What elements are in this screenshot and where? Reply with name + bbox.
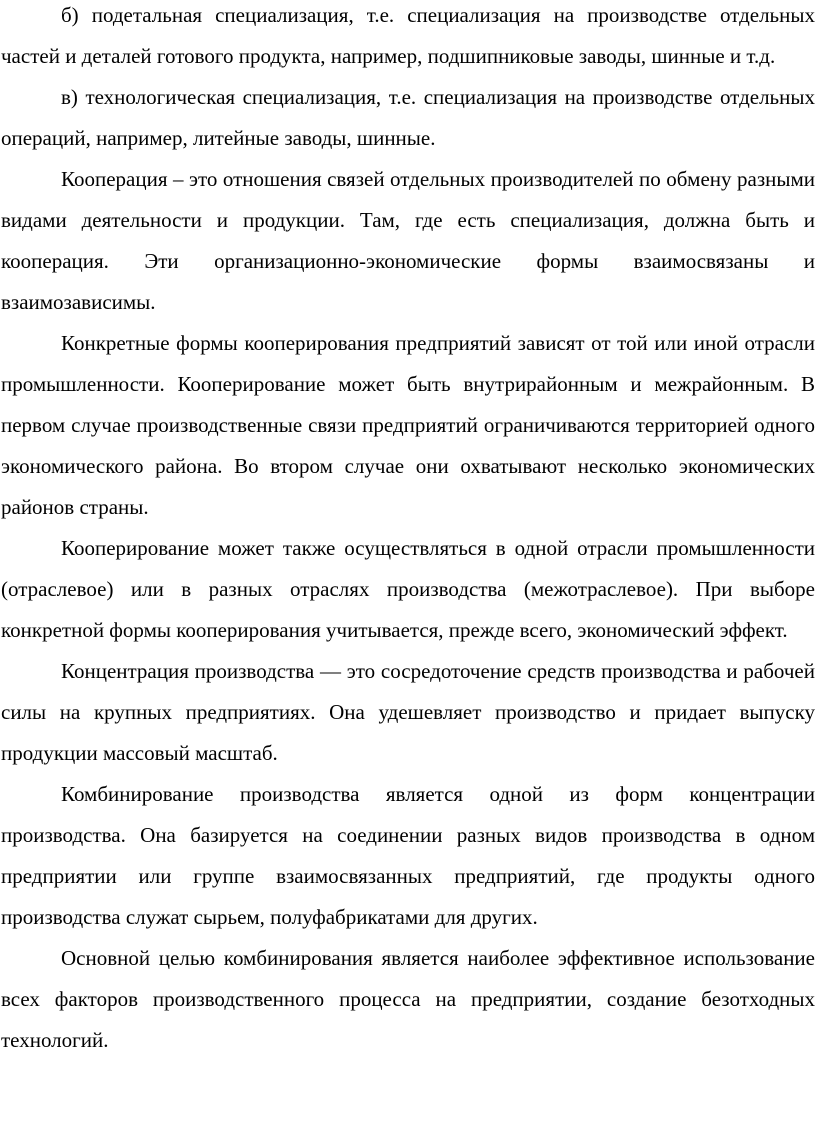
paragraph-detail-specialization: б) подетальная специализация, т.е. специализация на производстве отдельных частей и деталей готового продукта, например, подшипниковые заводы, шинные и т.д.: [1, 3, 815, 68]
paragraph-cooperation: Кооперация – это отношения связей отдельных производителей по обмену разными видами деятельности и продукции. Там, где есть специализация, должна быть и кооперация. Эти организационно-экономические формы взаимосвязаны и взаимозависимы.: [1, 167, 815, 314]
paragraph-combination: Комбинирование производства является одной из форм концентрации производства. Она базируется на соединении разных видов производства в одном предприятии или группе взаимосвязанных предприятий, где продукты одного производства служат сырьем, полуфабрикатами для других.: [1, 782, 815, 929]
paragraph-combination-goal: Основной целью комбинирования является наиболее эффективное использование всех факторов производственного процесса на предприятии, создание безотходных технологий.: [1, 946, 815, 1052]
paragraph-concentration: Концентрация производства — это сосредоточение средств производства и рабочей силы на крупных предприятиях. Она удешевляет производство и придает выпуску продукции массовый масштаб.: [1, 659, 815, 765]
paragraph-cooperation-sectoral: Кооперирование может также осуществляться в одной отрасли промышленности (отраслевое) или в разных отраслях производства (межотраслевое). При выборе конкретной формы кооперирования учитывается, прежде всего, экономический эффект.: [1, 536, 815, 642]
paragraph-cooperation-forms: Конкретные формы кооперирования предприятий зависят от той или иной отрасли промышленности. Кооперирование может быть внутрирайонным и межрайонным. В первом случае производственные связи предприятий ограничиваются территорией одного экономического района. Во втором случае они охватывают несколько экономических районов страны.: [1, 331, 815, 519]
paragraph-technological-specialization: в) технологическая специализация, т.е. специализация на производстве отдельных операций, например, литейные заводы, шинные.: [1, 85, 815, 150]
